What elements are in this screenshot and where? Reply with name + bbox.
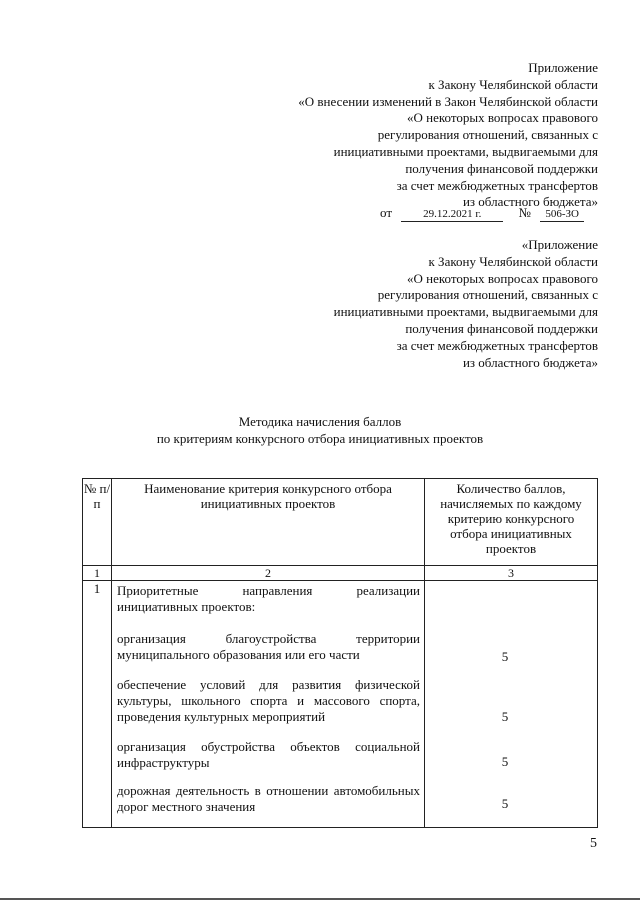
header-line: инициативными проектами, выдвигаемыми для [333, 304, 598, 320]
from-label: от [380, 205, 393, 220]
header-line: из областного бюджета» [462, 354, 598, 370]
criterion-cell [112, 581, 425, 828]
score-cell [425, 581, 598, 828]
criterion-item: обеспечение условий для развития физической культуры, школьного спорта и массового спорта, проведения культурных мероприятий [117, 677, 420, 724]
criterion-item: организация обустройства объектов социальной инфраструктуры [117, 739, 420, 770]
appendix-header-new [298, 60, 598, 211]
header-line: за счет межбюджетных трансфертов [396, 337, 598, 353]
title-line-1: Методика начисления баллов [238, 414, 402, 429]
score-value: 5 [501, 754, 509, 769]
header-line: получения финансовой поддержки [405, 160, 598, 176]
number-label: № [518, 205, 531, 220]
scan-edge-line [0, 898, 640, 900]
methodology-title [0, 413, 640, 447]
score-value: 5 [501, 649, 509, 664]
column-number: 3 [425, 566, 598, 581]
header-line: из областного бюджета» [462, 194, 598, 210]
column-number: 2 [112, 566, 425, 581]
criterion-item: дорожная деятельность в отношении автомобильных дорог местного значения [117, 783, 420, 814]
header-line: «О некоторых вопросах правового [407, 110, 598, 126]
header-line: регулирования отношений, связанных с [377, 127, 598, 143]
criteria-table [82, 478, 598, 828]
title-line-2: по критериям конкурсного отбора инициативных проектов [156, 431, 484, 446]
header-line: за счет межбюджетных трансфертов [396, 177, 598, 193]
score-value: 5 [501, 796, 509, 811]
header-line: инициативными проектами, выдвигаемыми для [333, 143, 598, 159]
appendix-header-original [334, 237, 598, 371]
law-number: 506-ЗО [540, 207, 584, 222]
header-line: к Закону Челябинской области [428, 253, 598, 269]
table-row [83, 581, 598, 828]
header-line: «О некоторых вопросах правового [407, 270, 598, 286]
score-value: 5 [501, 709, 509, 724]
row-number: 1 [83, 581, 112, 828]
header-line: получения финансовой поддержки [405, 320, 598, 336]
header-line: Приложение [528, 60, 598, 75]
header-criterion: Наименование критерия конкурсного отбора инициативных проектов [112, 479, 425, 566]
column-number: 1 [83, 566, 112, 581]
criterion-item: организация благоустройства территории муниципального образования или его части [117, 631, 420, 662]
table-header-row [83, 479, 598, 566]
header-score: Количество баллов, начисляемых по каждому критерию конкурсного отбора инициативных проектов [425, 479, 598, 566]
header-line: «О внесении изменений в Закон Челябинской области [298, 93, 598, 109]
law-date: 29.12.2021 г. [401, 207, 503, 222]
header-line: регулирования отношений, связанных с [377, 287, 598, 303]
header-line: «Приложение [521, 237, 598, 252]
header-line: к Закону Челябинской области [428, 76, 598, 92]
page-number: 5 [590, 836, 597, 851]
column-number-row [83, 566, 598, 581]
criterion-intro: Приоритетные направления реализации инициативных проектов: [117, 583, 420, 614]
law-date-number-line [380, 205, 584, 222]
header-number: № п/п [83, 479, 112, 566]
